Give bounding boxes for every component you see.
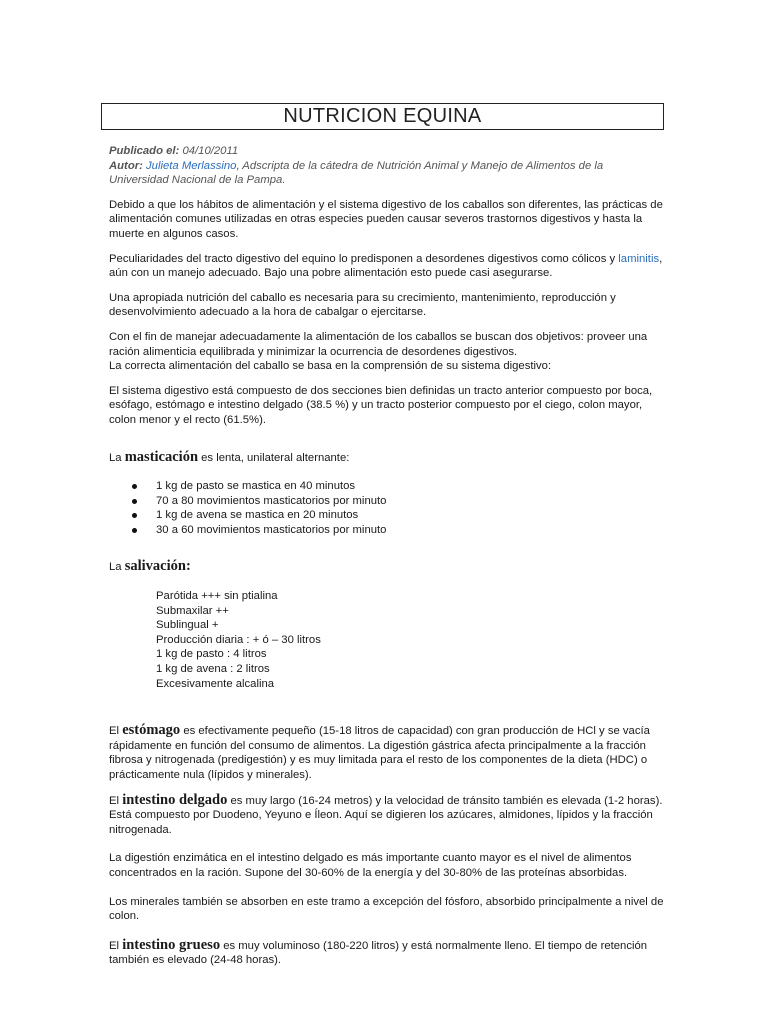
list-item	[109, 479, 664, 494]
author-affiliation: , Adscripta de la cátedra de Nutrición Animal y Manejo de Alimentos de la	[236, 159, 604, 172]
bullet-icon	[132, 484, 137, 489]
list-item-text: 1 kg de pasto se mastica en 40 minutos	[156, 480, 356, 493]
bullet-icon	[132, 528, 137, 533]
list-item: Sublingual +	[156, 619, 219, 632]
list-item: 1 kg de pasto : 4 litros	[156, 648, 267, 661]
published-label: Publicado el:	[109, 145, 180, 157]
laminitis-link[interactable]: laminitis	[618, 252, 660, 265]
list-item: Parótida +++ sin ptialina	[156, 590, 278, 603]
p2-text-after: , aún con un manejo adecuado. Bajo una pobre alimentación esto puede casi asegurarse.	[109, 252, 663, 280]
masticacion-list	[109, 479, 664, 537]
list-item: Submaxilar ++	[156, 604, 229, 617]
author-link[interactable]: Julieta Merlassino	[146, 159, 237, 172]
intestino-grueso-prefix: El	[109, 939, 123, 952]
bullet-icon	[132, 513, 137, 518]
paragraph-objetivos: Con el fin de manejar adecuadamente la alimentación de los caballos se buscan dos objetivos: proveer una ración alimenticia equilibrada y minimizar la ocurrencia de desordenes digestivos.	[109, 330, 648, 358]
paragraph-correcta: La correcta alimentación del caballo se basa en la comprensión de su sistema digestivo:	[109, 360, 552, 373]
published-date: 04/10/2011	[182, 145, 239, 157]
salivacion-list	[109, 589, 664, 691]
p2-text-before: Peculiaridades del tracto digestivo del equino lo predisponen a desordenes digestivos como cólicos y	[109, 252, 619, 265]
paragraph-digestion-enzimatica: La digestión enzimática en el intestino delgado es más importante cuanto mayor es el nivel de alimentos concentrados en la ración. Supone del 30-60% de la energía y del 30-80% de las proteínas absorbidas.	[109, 852, 632, 879]
intestino-grueso-text: es muy voluminoso (180-220 litros) y está normalmente lleno. El tiempo de retención también es elevado (24-48 horas).	[109, 939, 648, 967]
intestino-grueso-term: intestino grueso	[122, 936, 221, 953]
estomago-prefix: El	[109, 725, 123, 738]
salivacion-heading	[109, 559, 664, 575]
list-item	[109, 494, 664, 509]
paragraph-peculiaridades	[109, 252, 664, 281]
article-body	[109, 144, 664, 968]
list-item: Excesivamente alcalina	[156, 677, 275, 690]
list-item: 1 kg de avena : 2 litros	[156, 663, 270, 676]
estomago-term: estómago	[122, 722, 181, 739]
page-title: NUTRICION EQUINA	[101, 103, 664, 130]
author-affiliation-2: Universidad Nacional de la Pampa.	[109, 174, 286, 187]
list-item	[109, 508, 664, 523]
masticacion-prefix: La	[109, 451, 125, 464]
masticacion-suffix: es lenta, unilateral alternante:	[198, 451, 350, 464]
paragraph-minerales: Los minerales también se absorben en este tramo a excepción del fósforo, absorbido principalmente a nivel de colon.	[109, 895, 664, 923]
paragraph-intro: Debido a que los hábitos de alimentación y el sistema digestivo de los caballos son diferentes, las prácticas de alimentación comunes utilizadas en otras especies pueden causar severos trastornos digestivos y hasta la muerte en algunos casos.	[109, 198, 663, 240]
bullet-icon	[132, 499, 137, 504]
masticacion-heading	[109, 450, 664, 466]
intestino-delgado-text: es muy largo (16-24 metros) y la velocidad de tránsito también es elevada (1-2 horas). Está compuesto por Duodeno, Yeyuno e Íleon. Aquí se digieren los azúcares, almidones, lípidos y la fracción nitrogenada.	[109, 794, 663, 836]
paragraph-sistema-digestivo: El sistema digestivo está compuesto de dos secciones bien definidas un tracto anterior compuesto por boca, esófago, estómago e intestino delgado (38.5 %) y un tracto posterior compuesto por el ciego, colon mayor, colon menor y el recto (61.5%).	[109, 384, 653, 426]
list-item	[109, 523, 664, 538]
paragraph-intestino-delgado	[109, 793, 664, 838]
list-item-text: 70 a 80 movimientos masticatorios por minuto	[156, 494, 387, 507]
author-line	[109, 159, 664, 188]
paragraph-estomago	[109, 723, 664, 782]
publish-line	[109, 144, 664, 159]
list-item-text: 30 a 60 movimientos masticatorios por minuto	[156, 523, 387, 536]
list-item: Producción diaria : + ó – 30 litros	[156, 633, 321, 646]
salivacion-prefix: La	[109, 561, 125, 574]
paragraph-intestino-grueso	[109, 938, 664, 968]
intestino-delgado-term: intestino delgado	[122, 791, 228, 808]
estomago-text: es efectivamente pequeño (15-18 litros de capacidad) con gran producción de HCl y se vacía rápidamente en función del consumo de alimentos. La digestión gástrica afecta principalmente a la fracción fibrosa y nitrogenada (predigestión) y es muy limitada para el resto de los componentes de la dieta (HDC) o prácticamente nula (lípidos y minerales).	[109, 725, 650, 781]
author-label: Autor:	[109, 159, 143, 172]
intestino-delgado-prefix: El	[109, 794, 123, 807]
list-item-text: 1 kg de avena se mastica en 20 minutos	[156, 509, 359, 522]
masticacion-term: masticación	[124, 448, 199, 465]
salivacion-term: salivación:	[124, 558, 191, 575]
paragraph-nutricion: Una apropiada nutrición del caballo es necesaria para su crecimiento, mantenimiento, reproducción y desenvolvimiento adecuado a la hora de cabalgar o ejercitarse.	[109, 291, 616, 319]
